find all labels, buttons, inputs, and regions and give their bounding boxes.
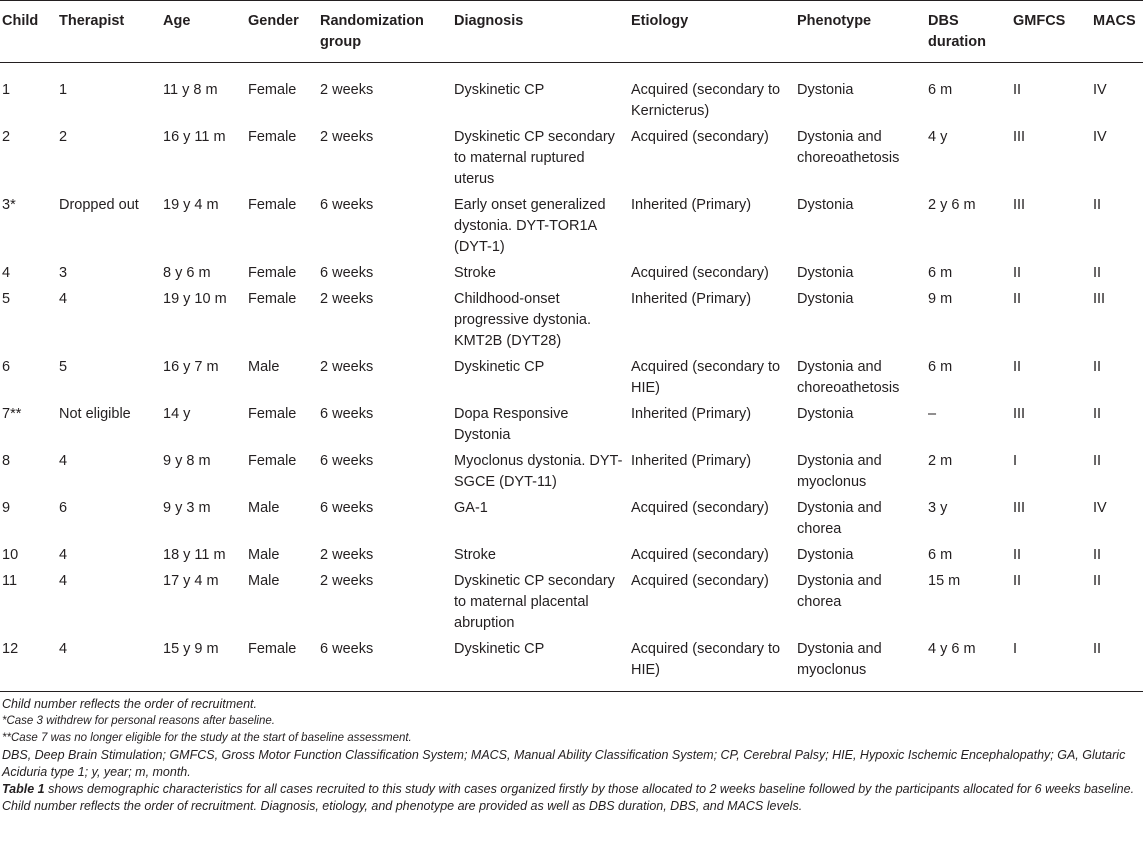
table-cell: II (1013, 82, 1022, 98)
table-cell: Dyskinetic CP (454, 359, 545, 375)
table-cell: II (1093, 573, 1102, 589)
table-cell: I (1013, 641, 1018, 657)
table-cell: 4 y 6 m (928, 641, 976, 657)
demographics-table (0, 1, 1143, 691)
table-cell: 16 y 11 m (163, 129, 226, 145)
table-cell: Female (248, 291, 297, 307)
table-cell: Female (248, 641, 297, 657)
table-cell: Dystonia and myoclonus (797, 641, 882, 678)
table-cell: III (1013, 406, 1026, 422)
column-header: MACS (1091, 1, 1143, 63)
table-row (0, 542, 1143, 568)
table-cell: IV (1093, 82, 1107, 98)
table-cell: II (1093, 453, 1102, 469)
table-cell: 4 (2, 265, 11, 281)
table-cell: 10 (2, 547, 19, 563)
table-cell: 6 m (928, 547, 953, 563)
table-cell: 6 (59, 500, 68, 516)
table-cell: 6 weeks (320, 500, 374, 516)
table-row (0, 636, 1143, 691)
table-row (0, 568, 1143, 636)
table-cell: 11 (2, 573, 18, 589)
table-cell: Dystonia (797, 291, 854, 307)
table-cell: Acquired (secondary) (631, 129, 769, 145)
table-cell: Dyskinetic CP (454, 641, 545, 657)
header-row (0, 1, 1143, 63)
table-row (0, 448, 1143, 495)
table-cell: 15 y 9 m (163, 641, 219, 657)
table-cell: Childhood-onset progressive dystonia. KMT2B (DYT28) (454, 291, 592, 349)
table-cell: Male (248, 500, 280, 516)
footnote-case-7: **Case 7 was no longer eligible for the study at the start of baseline assessment. (2, 732, 412, 744)
table-cell: 2 weeks (320, 359, 374, 375)
caption-label: Table 1 (2, 782, 45, 796)
table-cell: Acquired (secondary to HIE) (631, 641, 781, 678)
table-cell: 9 y 3 m (163, 500, 211, 516)
table-cell: 19 y 10 m (163, 291, 227, 307)
table-cell: – (928, 406, 937, 422)
table-row (0, 495, 1143, 542)
table-cell: II (1093, 197, 1102, 213)
table-cell: II (1093, 359, 1102, 375)
table-cell: Male (248, 573, 280, 589)
table-cell: 2 weeks (320, 573, 374, 589)
table-cell: 6 m (928, 359, 953, 375)
table-cell: 9 m (928, 291, 953, 307)
table-cell: 5 (2, 291, 11, 307)
table-cell: Inherited (Primary) (631, 291, 752, 307)
table-body (0, 63, 1143, 692)
table-cell: Dystonia (797, 406, 854, 422)
table-cell: 15 m (928, 573, 961, 589)
table-cell: Dystonia (797, 265, 854, 281)
footnote-abbreviations: DBS, Deep Brain Stimulation; GMFCS, Gross Motor Function Classification System; MACS, Manual Ability Classification System; CP, Cerebral Palsy; HIE, Hypoxic Ischemic Encephalopathy; GA, Glutaric Aciduria type 1; y, year; m, month. (2, 748, 1126, 779)
table-cell: 6 m (928, 82, 953, 98)
table-cell: 6 weeks (320, 197, 374, 213)
table-cell: II (1013, 265, 1022, 281)
table-cell: Inherited (Primary) (631, 406, 752, 422)
table-cell: 3 (59, 265, 68, 281)
table-cell: Acquired (secondary to HIE) (631, 359, 781, 396)
table-cell: Dropped out (59, 197, 139, 213)
table-cell: Acquired (secondary) (631, 500, 769, 516)
table-cell: 11 y 8 m (163, 82, 218, 98)
table-cell: Acquired (secondary to Kernicterus) (631, 82, 781, 119)
table-cell: 6 weeks (320, 453, 374, 469)
table-cell: Female (248, 129, 297, 145)
table-cell: 16 y 7 m (163, 359, 219, 375)
table-cell: Dyskinetic CP secondary to maternal placental abruption (454, 573, 615, 631)
table-cell: Inherited (Primary) (631, 197, 752, 213)
column-header: GMFCS (1011, 1, 1091, 63)
column-header: Etiology (629, 1, 795, 63)
table-cell: 8 y 6 m (163, 265, 211, 281)
column-header: Phenotype (795, 1, 926, 63)
table-cell: 12 (2, 641, 19, 657)
table-cell: 2 weeks (320, 82, 374, 98)
table-cell: 2 y 6 m (928, 197, 976, 213)
table-cell: Dystonia and choreoathetosis (797, 129, 900, 166)
table-cell: Dystonia and chorea (797, 500, 882, 537)
table-cell: 2 weeks (320, 547, 374, 563)
table-cell: Dystonia (797, 547, 854, 563)
table-cell: Dystonia and myoclonus (797, 453, 882, 490)
table-cell: 14 y (163, 406, 191, 422)
table-cell: 7** (2, 406, 22, 422)
table-cell: Dystonia and chorea (797, 573, 882, 610)
table-cell: Early onset generalized dystonia. DYT-TOR1A (DYT-1) (454, 197, 606, 255)
table-cell: 6 weeks (320, 641, 374, 657)
table-cell: Myoclonus dystonia. DYT-SGCE (DYT-11) (454, 453, 623, 490)
table-cell: 2 weeks (320, 129, 374, 145)
table-cell: 17 y 4 m (163, 573, 219, 589)
table-row (0, 354, 1143, 401)
table-row (0, 260, 1143, 286)
column-header: Age (161, 1, 246, 63)
table-cell: 18 y 11 m (163, 547, 226, 563)
table-cell: Inherited (Primary) (631, 453, 752, 469)
table-cell: 3 y (928, 500, 948, 516)
table-cell: Female (248, 197, 297, 213)
table-cell: II (1093, 641, 1102, 657)
table-cell: Female (248, 82, 297, 98)
table-cell: IV (1093, 500, 1107, 516)
table-cell: Female (248, 265, 297, 281)
table-cell: 1 (59, 82, 68, 98)
table-footnotes (0, 692, 1143, 781)
table-cell: 3* (2, 197, 16, 213)
table-cell: Dyskinetic CP (454, 82, 545, 98)
table-cell: GA-1 (454, 500, 488, 516)
table-cell: II (1093, 265, 1102, 281)
table-row (0, 286, 1143, 354)
column-header: DBS duration (926, 1, 1011, 63)
table-cell: III (1013, 129, 1026, 145)
table-header (0, 1, 1143, 63)
table-cell: 1 (2, 82, 11, 98)
table-cell: 2 (59, 129, 68, 145)
table-cell: 4 (59, 291, 68, 307)
column-header: Therapist (57, 1, 161, 63)
table-cell: II (1093, 547, 1102, 563)
table-row (0, 192, 1143, 260)
table-cell: 2 (2, 129, 11, 145)
column-header: Randomization group (318, 1, 452, 63)
table-cell: 8 (2, 453, 11, 469)
column-header: Diagnosis (452, 1, 629, 63)
table-cell: Stroke (454, 547, 496, 563)
table-cell: 9 y 8 m (163, 453, 211, 469)
column-header: Gender (246, 1, 318, 63)
table-cell: Acquired (secondary) (631, 573, 769, 589)
table-cell: 6 m (928, 265, 953, 281)
table-cell: III (1093, 291, 1106, 307)
table-cell: 2 weeks (320, 291, 374, 307)
table-cell: 6 (2, 359, 11, 375)
table-cell: 4 (59, 641, 68, 657)
table-cell: Stroke (454, 265, 496, 281)
table-cell: 4 (59, 453, 68, 469)
table-cell: Male (248, 359, 280, 375)
caption-text: shows demographic characteristics for all cases recruited to this study with cases organized firstly by those allocated to 2 weeks baseline followed by the participants allocated for 6 weeks baseline. Child number reflects the order of recruitment. Diagnosis, etiology, and phenotype are provided as well as DBS duration, DBS, and MACS levels. (2, 782, 1135, 813)
table-cell: 5 (59, 359, 68, 375)
table-cell: Male (248, 547, 280, 563)
table-cell: IV (1093, 129, 1107, 145)
table-cell: 6 weeks (320, 406, 374, 422)
table-cell: 4 y (928, 129, 948, 145)
table-cell: I (1013, 453, 1018, 469)
table-caption (0, 781, 1143, 815)
table-cell: Acquired (secondary) (631, 547, 769, 563)
table-cell: 6 weeks (320, 265, 374, 281)
table-cell: 2 m (928, 453, 953, 469)
table-cell: Acquired (secondary) (631, 265, 769, 281)
table-cell: Female (248, 406, 297, 422)
table-row (0, 401, 1143, 448)
table-cell: II (1013, 359, 1022, 375)
table-cell: Dystonia and choreoathetosis (797, 359, 900, 396)
table-cell: 19 y 4 m (163, 197, 219, 213)
table-cell: Dystonia (797, 82, 854, 98)
footnote-recruitment: Child number reflects the order of recruitment. (2, 697, 257, 711)
table-cell: 4 (59, 573, 68, 589)
table-cell: Not eligible (59, 406, 131, 422)
table-cell: 4 (59, 547, 68, 563)
table-cell: III (1013, 197, 1026, 213)
table-cell: 9 (2, 500, 11, 516)
table-cell: Dyskinetic CP secondary to maternal ruptured uterus (454, 129, 615, 187)
table-cell: Female (248, 453, 297, 469)
table-row (0, 63, 1143, 125)
table-cell: Dopa Responsive Dystonia (454, 406, 569, 443)
table-cell: II (1013, 573, 1022, 589)
table-row (0, 124, 1143, 192)
column-header: Child (0, 1, 57, 63)
table-cell: II (1093, 406, 1102, 422)
table-cell: Dystonia (797, 197, 854, 213)
table-cell: II (1013, 291, 1022, 307)
table-cell: II (1013, 547, 1022, 563)
footnote-case-3: *Case 3 withdrew for personal reasons after baseline. (2, 715, 275, 727)
table-cell: III (1013, 500, 1026, 516)
